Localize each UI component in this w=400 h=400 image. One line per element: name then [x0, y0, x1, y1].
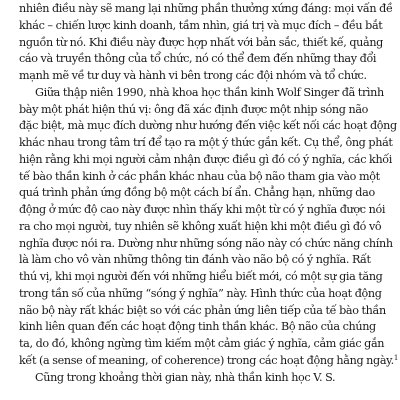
- text-line: thú vị, khi mọi người đến với những hiểu biết mới, có một sự gia tăng: [19, 270, 383, 283]
- text-line: ta, do đó, không ngừng tìm kiếm một cảm giác ý nghĩa, cảm giác gắn: [19, 337, 385, 350]
- text-line: não bộ này rất khác biệt so với các phản ứng liên tiếp của tế bào thần: [19, 303, 386, 317]
- text-line: quá trình phản ứng đồng bộ một cách bí ẩn. Chẳng hạn, những dao: [19, 186, 375, 200]
- text-line: bày một phát hiện thú vị: ông đã xác định được một nhịp sóng não: [19, 102, 369, 116]
- paragraph-2: [19, 85, 398, 370]
- text-line: mạnh mẽ về tư duy và hành vi bên trong các đội nhóm và tổ chức.: [19, 69, 367, 82]
- text-line: Giữa thập niên 1990, nhà khoa học thần kinh Wolf Singer đã trình: [35, 85, 384, 99]
- text-line: trong tần số của những “sóng ý nghĩa” này. Hình thức của hoạt động: [19, 286, 382, 300]
- text-line: nghĩa được nói ra. Dường như những sóng não này có chức năng chính: [19, 236, 393, 250]
- text-line: nhiên điều này sẽ mang lại những phần thưởng xứng đáng: mọi vấn đề: [19, 2, 393, 15]
- text-line: động ở mức độ cao này được nhìn thấy khi một từ có ý nghĩa được nói: [19, 203, 386, 216]
- text-line: Cũng trong khoảng thời gian này, nhà thần kinh học V. S.: [35, 370, 336, 384]
- text-line: khác nhau trong tâm trí để tạo ra một ý thức gắn kết. Cụ thể, ông phát: [19, 136, 393, 149]
- text-line: kinh liên quan đến các hoạt động tinh thần khác. Bộ não của chúng: [19, 320, 376, 334]
- paragraph-3: [19, 370, 392, 387]
- text-line: tế bào thần kinh ở các phần khác nhau của bộ não tham gia vào một: [19, 169, 380, 183]
- text-line: nguồn từ nó. Khi điều này được hợp nhất với bản sắc, thiết kế, quảng: [19, 35, 383, 49]
- text-line: đặc biệt, mà mục đích dường như hướng đến việc kết nối các hoạt động: [19, 119, 397, 133]
- text-line: hiện rằng khi mọi người cảm nhận được điều gì đó có ý nghĩa, các khối: [19, 152, 393, 166]
- text-line-content: kết (a sense of meaning, of coherence) trong các hoạt động hằng ngày.: [19, 353, 394, 367]
- paragraph-1: [19, 1, 392, 85]
- text-line: ra cho mọi người, tuy nhiên sẽ không xuất hiện khi một điều gì đó vô: [19, 219, 382, 233]
- text-line: cáo và truyền thông của tổ chức, nó có thể đem đến những thay đổi: [19, 52, 377, 66]
- text-line-last: [19, 353, 398, 370]
- text-line: là làm cho vô vàn những thông tin đánh vào não bộ có ý nghĩa. Rất: [19, 253, 371, 267]
- footnote-mark: 1: [393, 353, 398, 362]
- text-line: khác – chiến lược kinh doanh, tầm nhìn, giá trị và mục đích – đều bắt: [19, 18, 383, 32]
